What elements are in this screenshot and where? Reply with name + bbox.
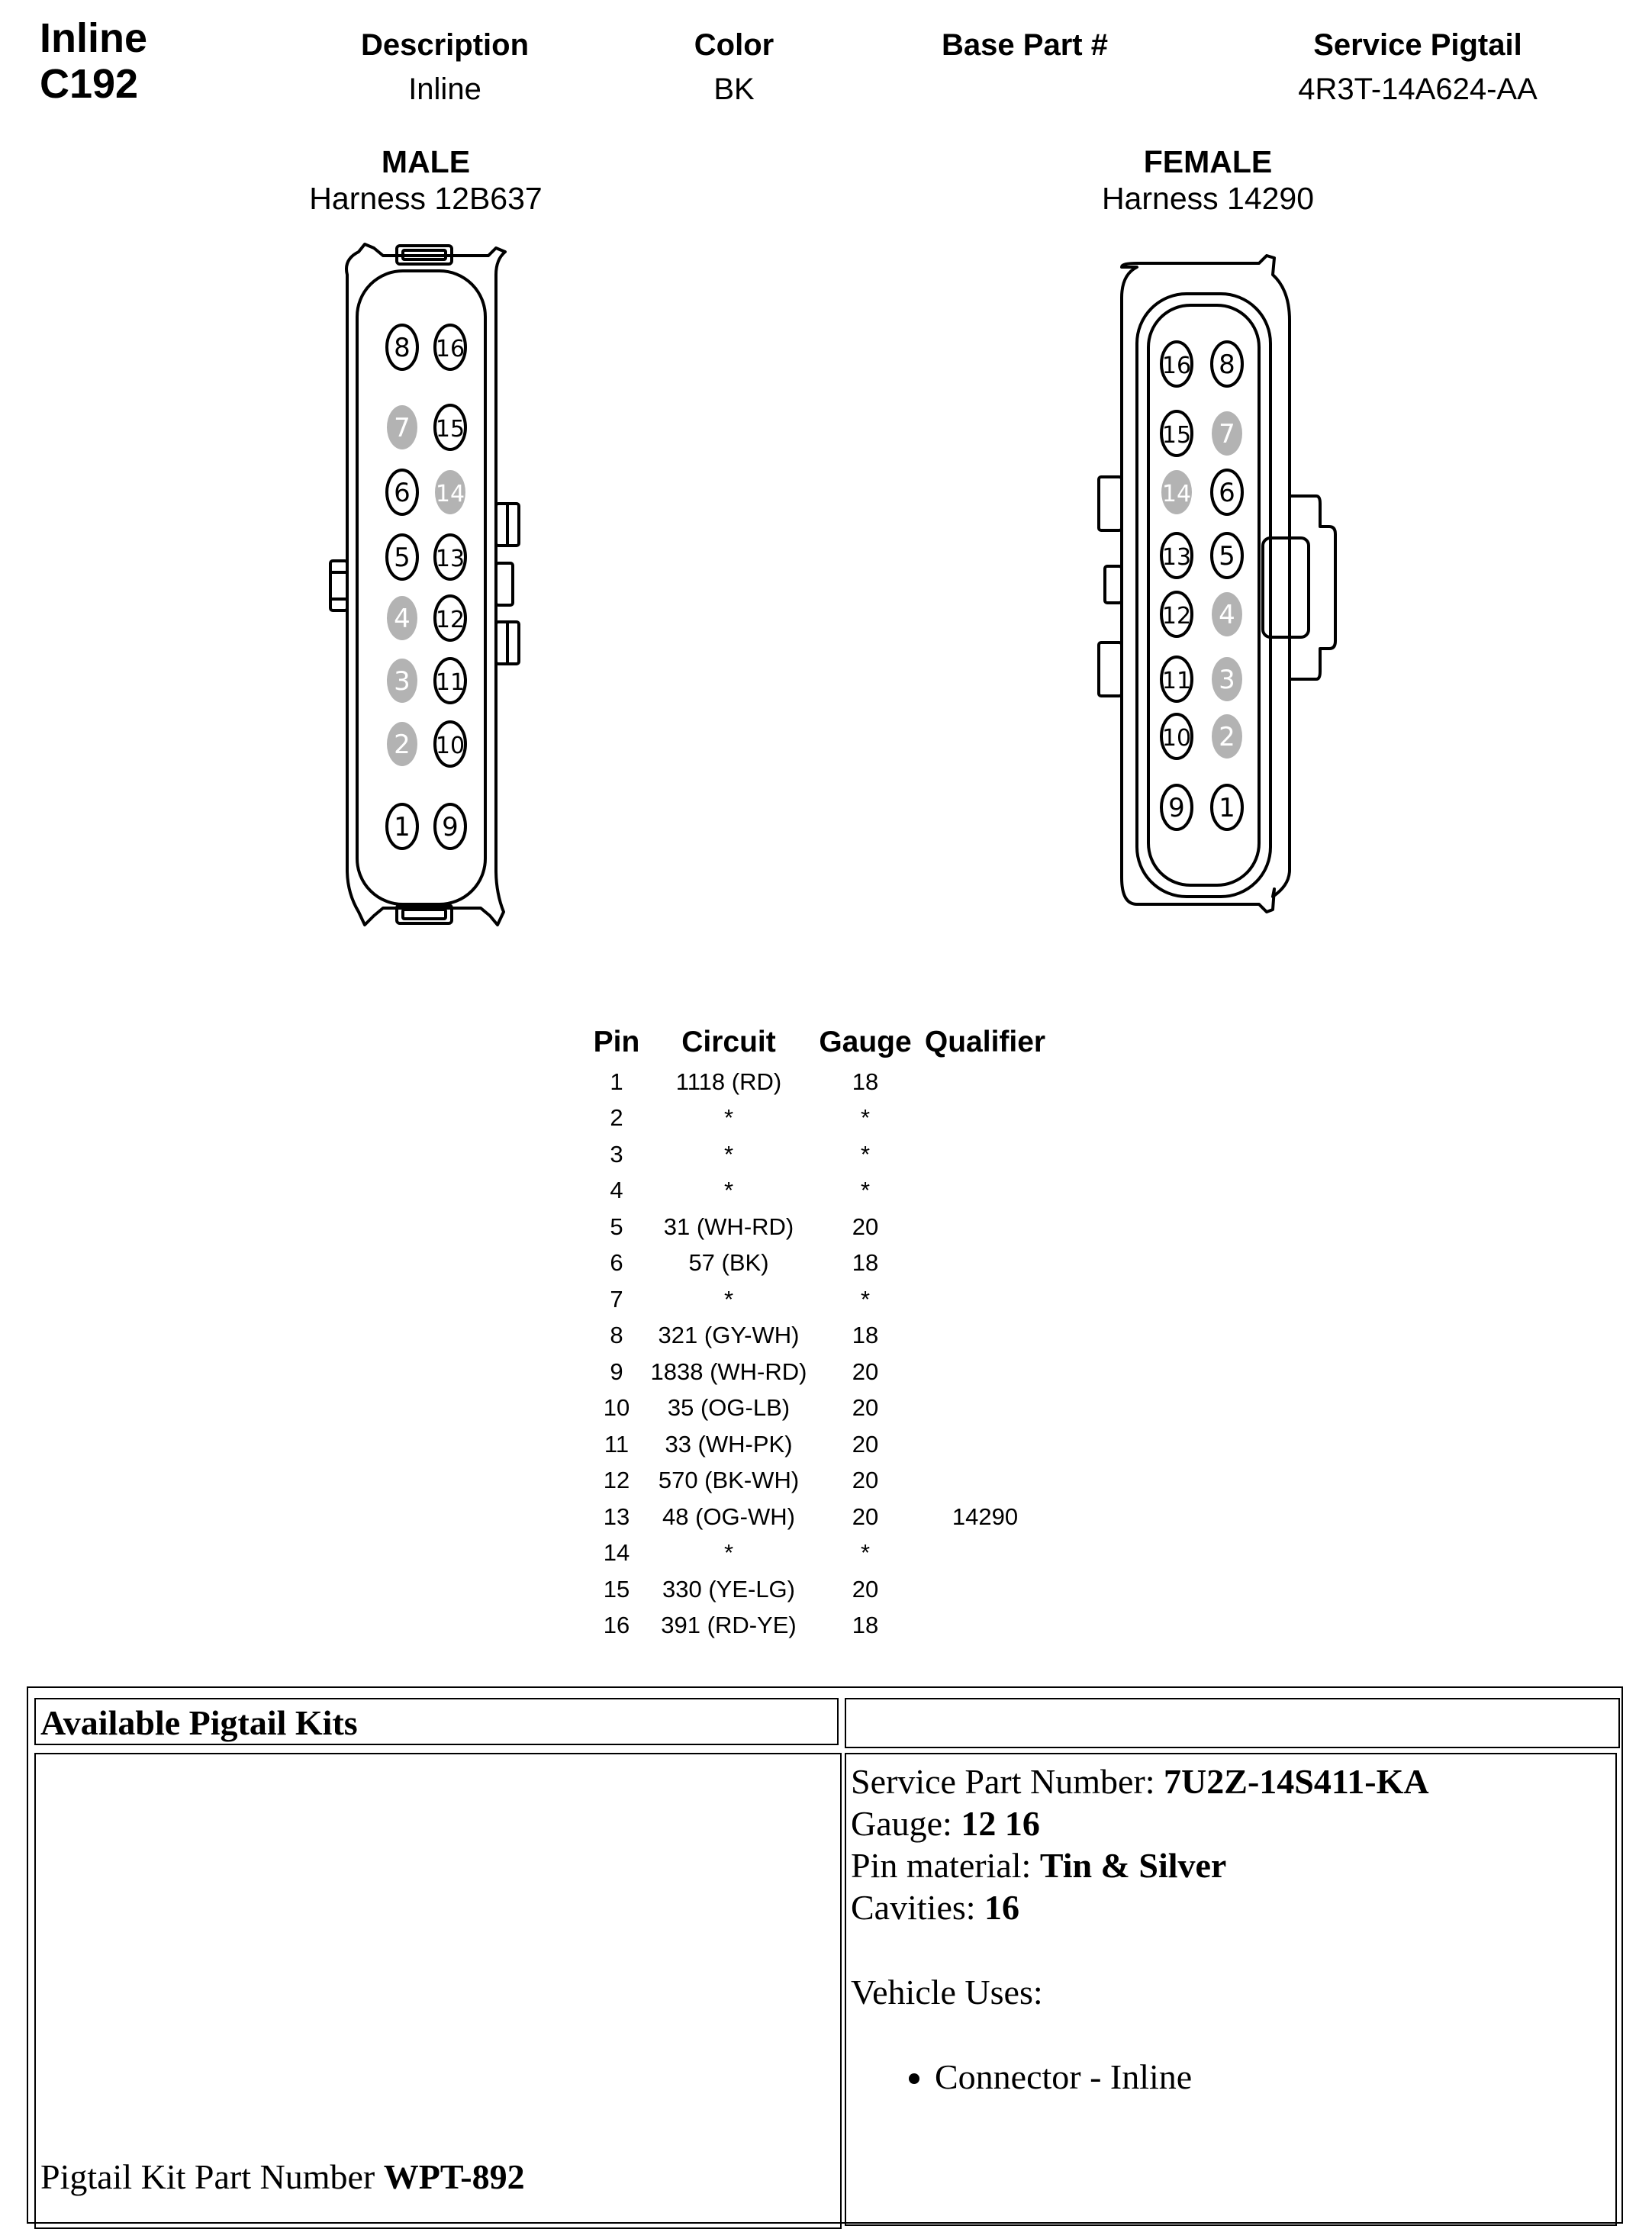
gauge-cell: 18: [852, 1612, 879, 1639]
male-pin-label: 12: [435, 607, 465, 633]
male-harness: Harness 12B637: [309, 181, 543, 216]
gauge-cell: 20: [852, 1467, 879, 1494]
color-value: BK: [713, 72, 755, 106]
qualifier-cell: [923, 1571, 1048, 1608]
female-pin-label: 5: [1219, 541, 1235, 572]
color-label: Color: [694, 28, 774, 62]
gauge-cell: 18: [852, 1249, 879, 1277]
pigtail-kit-part-label: Pigtail Kit Part Number: [40, 2157, 375, 2196]
qualifier-cell: [923, 1209, 1048, 1245]
qualifier-cell: [923, 1064, 1048, 1100]
female-pin-label: 8: [1219, 349, 1235, 380]
qualifier-cell: [923, 1426, 1048, 1463]
female-connector-diagram: [0, 0, 1652, 954]
circuit-cell: *: [723, 1104, 734, 1132]
gauge-cell: *: [860, 1177, 871, 1204]
description-value: Inline: [408, 72, 481, 106]
female-pin-label: 15: [1161, 422, 1192, 449]
gauge-cell: 20: [852, 1503, 879, 1530]
pin-material: [851, 1844, 1611, 1886]
male-pin-label: 10: [435, 733, 465, 759]
male-pin-label: 11: [435, 669, 465, 696]
gauge-cell: 20: [852, 1575, 879, 1602]
title-line-2: C192: [40, 61, 139, 107]
kit-gauge-label: Gauge:: [851, 1804, 952, 1843]
qualifier-cell: [923, 1535, 1048, 1572]
qualifier-cell: [923, 1173, 1048, 1210]
table-row: [584, 1426, 1048, 1463]
table-row: [584, 1390, 1048, 1427]
male-pin-label: 6: [394, 478, 411, 508]
pin-cell: 2: [610, 1104, 623, 1132]
gauge-cell: *: [860, 1140, 871, 1168]
pin-cell: 12: [603, 1467, 630, 1494]
pin-cell: 5: [610, 1213, 623, 1240]
service-pigtail-label: Service Pigtail: [1313, 28, 1522, 62]
table-row: [584, 1608, 1048, 1644]
female-pin-label: 6: [1219, 478, 1235, 508]
female-pin-label: 11: [1161, 668, 1192, 694]
circuit-cell: 321 (GY-WH): [658, 1322, 800, 1349]
gauge-cell: 20: [852, 1430, 879, 1458]
table-row: [584, 1136, 1048, 1173]
qualifier-cell: [923, 1136, 1048, 1173]
pin-cell: 7: [610, 1285, 623, 1313]
gauge-cell: 20: [852, 1394, 879, 1422]
kit-gauge: [851, 1802, 1611, 1844]
circuit-cell: 57 (BK): [688, 1249, 769, 1277]
table-row: [584, 1245, 1048, 1282]
title-line-1: Inline: [40, 15, 148, 61]
qualifier-cell: 14290: [952, 1503, 1019, 1530]
circuit-cell: *: [723, 1539, 734, 1567]
circuit-cell: 33 (WH-PK): [665, 1430, 793, 1458]
circuit-cell: 48 (OG-WH): [662, 1503, 795, 1530]
qualifier-cell: [923, 1390, 1048, 1427]
female-pin-label: 12: [1161, 603, 1192, 630]
pin-cell: 14: [603, 1539, 630, 1567]
female-pin-label: 9: [1168, 793, 1185, 823]
gauge-cell: *: [860, 1539, 871, 1567]
gauge-cell: *: [860, 1285, 871, 1313]
circuit-cell: *: [723, 1140, 734, 1168]
pigtail-kit-part-number: [40, 2157, 525, 2197]
table-row: [584, 1209, 1048, 1245]
female-pin-label: 10: [1161, 725, 1192, 752]
cavities: [851, 1886, 1611, 1928]
pin-cell: 8: [610, 1322, 623, 1349]
circuit-cell: 35 (OG-LB): [667, 1394, 791, 1422]
qualifier-cell: [923, 1463, 1048, 1499]
female-pin-label: 3: [1219, 665, 1235, 695]
service-part-label: Service Part Number:: [851, 1762, 1155, 1801]
pin-cell: 4: [610, 1177, 623, 1204]
pin-table-body: [584, 1064, 1048, 1644]
pin-cell: 16: [603, 1612, 630, 1639]
gauge-cell: 18: [852, 1322, 879, 1349]
qualifier-cell: [923, 1281, 1048, 1318]
pigtail-kit-part-value: WPT-892: [383, 2157, 525, 2196]
pin-header: Pin: [593, 1026, 640, 1058]
table-row: [584, 1535, 1048, 1572]
male-pin-label: 2: [394, 730, 411, 760]
pin-cell: 11: [604, 1430, 630, 1458]
male-pin-label: 5: [394, 543, 411, 573]
male-label: MALE: [381, 144, 471, 179]
gauge-cell: 18: [852, 1068, 879, 1095]
male-pin-label: 7: [394, 413, 411, 443]
female-pin-label: 7: [1219, 419, 1235, 449]
base-part-label: Base Part #: [942, 28, 1108, 62]
male-pin-label: 1: [394, 812, 411, 842]
male-pin-label: 8: [394, 333, 411, 363]
circuit-cell: *: [723, 1285, 734, 1313]
service-part-value: 7U2Z-14S411-KA: [1164, 1762, 1429, 1801]
vehicle-uses-list: [851, 2056, 1611, 2099]
cavities-label: Cavities:: [851, 1888, 976, 1927]
pigtail-kit-cell: [34, 1753, 842, 2229]
pin-cell: 3: [610, 1140, 623, 1168]
table-row: [584, 1354, 1048, 1390]
service-part-number: [851, 1760, 1611, 1802]
female-pin-label: 14: [1161, 481, 1192, 507]
pin-table-grid: [584, 1021, 1048, 1644]
pigtail-kits-header-spacer: [845, 1698, 1620, 1748]
qualifier-cell: [923, 1318, 1048, 1354]
circuit-cell: 1118 (RD): [675, 1068, 782, 1095]
pin-cell: 9: [610, 1358, 623, 1385]
female-harness: Harness 14290: [1101, 181, 1315, 216]
female-pin-label: 4: [1219, 600, 1235, 630]
qualifier-cell: [923, 1100, 1048, 1137]
circuit-cell: 391 (RD-YE): [661, 1612, 797, 1639]
male-pin-label: 14: [435, 481, 465, 507]
qualifier-header: Qualifier: [924, 1026, 1046, 1058]
vehicle-use-item: • Connector - Inline: [935, 2056, 1611, 2099]
circuit-header: Circuit: [681, 1026, 776, 1058]
gauge-cell: *: [860, 1104, 871, 1132]
circuit-cell: 330 (YE-LG): [662, 1575, 795, 1602]
qualifier-cell: [923, 1245, 1048, 1282]
pin-cell: 10: [603, 1394, 630, 1422]
circuit-cell: 31 (WH-RD): [663, 1213, 794, 1240]
female-pin-label: 1: [1219, 793, 1235, 823]
gauge-header: Gauge: [819, 1026, 912, 1058]
cavities-value: 16: [984, 1888, 1020, 1927]
female-label: FEMALE: [1143, 144, 1273, 179]
pin-cell: 13: [603, 1503, 630, 1530]
table-row: [584, 1100, 1048, 1137]
qualifier-cell: [923, 1608, 1048, 1644]
description-label: Description: [360, 28, 530, 62]
gauge-cell: 20: [852, 1358, 879, 1385]
pigtail-kits-heading: Available Pigtail Kits: [34, 1698, 839, 1745]
pin-table-header-row: [584, 1021, 1048, 1064]
male-pin-label: 13: [435, 546, 465, 572]
female-pin-label: 13: [1161, 544, 1192, 571]
pin-table: [584, 1021, 1048, 1644]
male-pin-label: 4: [394, 604, 411, 634]
circuit-cell: 1838 (WH-RD): [650, 1358, 807, 1385]
male-pin-label: 3: [394, 666, 411, 697]
male-pin-label: 16: [435, 336, 465, 362]
female-pin-label: 2: [1219, 722, 1235, 752]
table-row: [584, 1571, 1048, 1608]
service-pigtail-value: 4R3T-14A624-AA: [1298, 72, 1538, 106]
pin-cell: 15: [603, 1575, 630, 1602]
pin-cell: 6: [610, 1249, 623, 1277]
qualifier-cell: [923, 1354, 1048, 1390]
table-row: [584, 1173, 1048, 1210]
pigtail-kit-details: [845, 1753, 1617, 2226]
circuit-cell: *: [723, 1177, 734, 1204]
table-row: [584, 1463, 1048, 1499]
kit-gauge-value: 12 16: [961, 1804, 1040, 1843]
table-row: [584, 1318, 1048, 1354]
male-pin-label: 15: [435, 416, 465, 443]
male-pin-label: 9: [442, 812, 459, 842]
table-row: [584, 1499, 1048, 1535]
pin-material-value: Tin & Silver: [1039, 1846, 1227, 1885]
pin-cell: 1: [610, 1068, 623, 1095]
table-row: [584, 1281, 1048, 1318]
female-pin-label: 16: [1161, 353, 1192, 379]
table-row: [584, 1064, 1048, 1100]
circuit-cell: 570 (BK-WH): [658, 1467, 800, 1494]
vehicle-uses-label: Vehicle Uses:: [851, 1973, 1043, 2012]
pin-material-label: Pin material:: [851, 1846, 1032, 1885]
gauge-cell: 20: [852, 1213, 879, 1240]
